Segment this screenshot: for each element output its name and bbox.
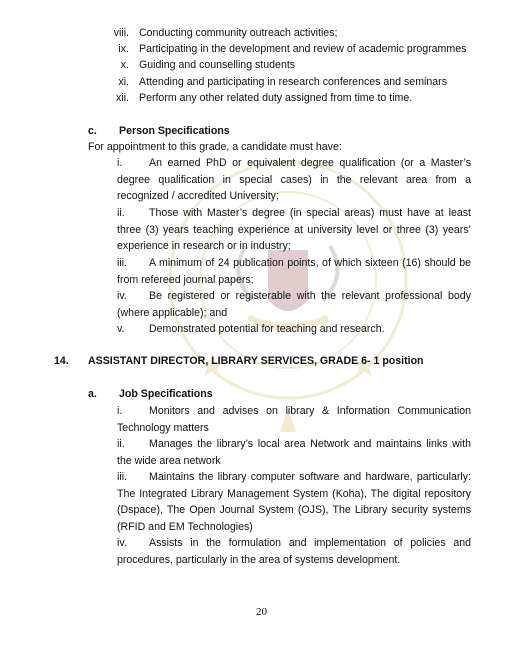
list-item: xi. Attending and participating in research conferences and seminars xyxy=(118,76,447,88)
list-item: viii. Conducting community outreach activities; xyxy=(113,27,338,39)
section-a-heading: a. Job Specifications xyxy=(88,388,213,400)
section-c-intro: For appointment to this grade, a candidate must have: xyxy=(88,141,342,153)
list-item: x. Guiding and counselling students xyxy=(120,59,296,71)
list-item: ii. Those with Master’s degree (in special areas) must have at least three (3) years teaching experience at university level or three (3) years’ experience in research or in industry; xyxy=(117,207,471,252)
list-item: ix. Participating in the development and review of academic programmes xyxy=(118,43,467,55)
list-item: v. Demonstrated potential for teaching and research. xyxy=(117,323,385,335)
list-item: i. Monitors and advises on library & Information Communication Technology matters xyxy=(117,405,471,434)
list-item: ii. Manages the library’s local area Network and maintains links with the wide area network xyxy=(117,438,471,467)
page-number: 20 xyxy=(256,606,267,618)
list-item: iv. Assists in the formulation and implementation of policies and procedures, particularly in the area of systems development. xyxy=(117,537,471,566)
list-item: xii. Perform any other related duty assigned from time to time. xyxy=(116,92,413,104)
list-item: i. An earned PhD or equivalent degree qualification (or a Master’s degree qualification in special cases) in the relevant area from a recognized / accredited University; xyxy=(117,157,471,202)
section-c-heading: c. Person Specifications xyxy=(88,125,230,137)
list-item: iv. Be registered or registerable with the relevant professional body (where applicable); and xyxy=(117,290,471,319)
section-14-heading: 14. ASSISTANT DIRECTOR, LIBRARY SERVICES, GRADE 6- 1 position xyxy=(54,355,424,367)
list-item: iii. A minimum of 24 publication points, of which sixteen (16) should be from refereed journal papers; xyxy=(117,257,471,286)
list-item: iii. Maintains the library computer software and hardware, particularly: The Integrated Library Management System (Koha), The digital repository (Dspace), The Open Journal System (OJS), The Library security systems (RFID and EM Technologies) xyxy=(117,471,471,533)
